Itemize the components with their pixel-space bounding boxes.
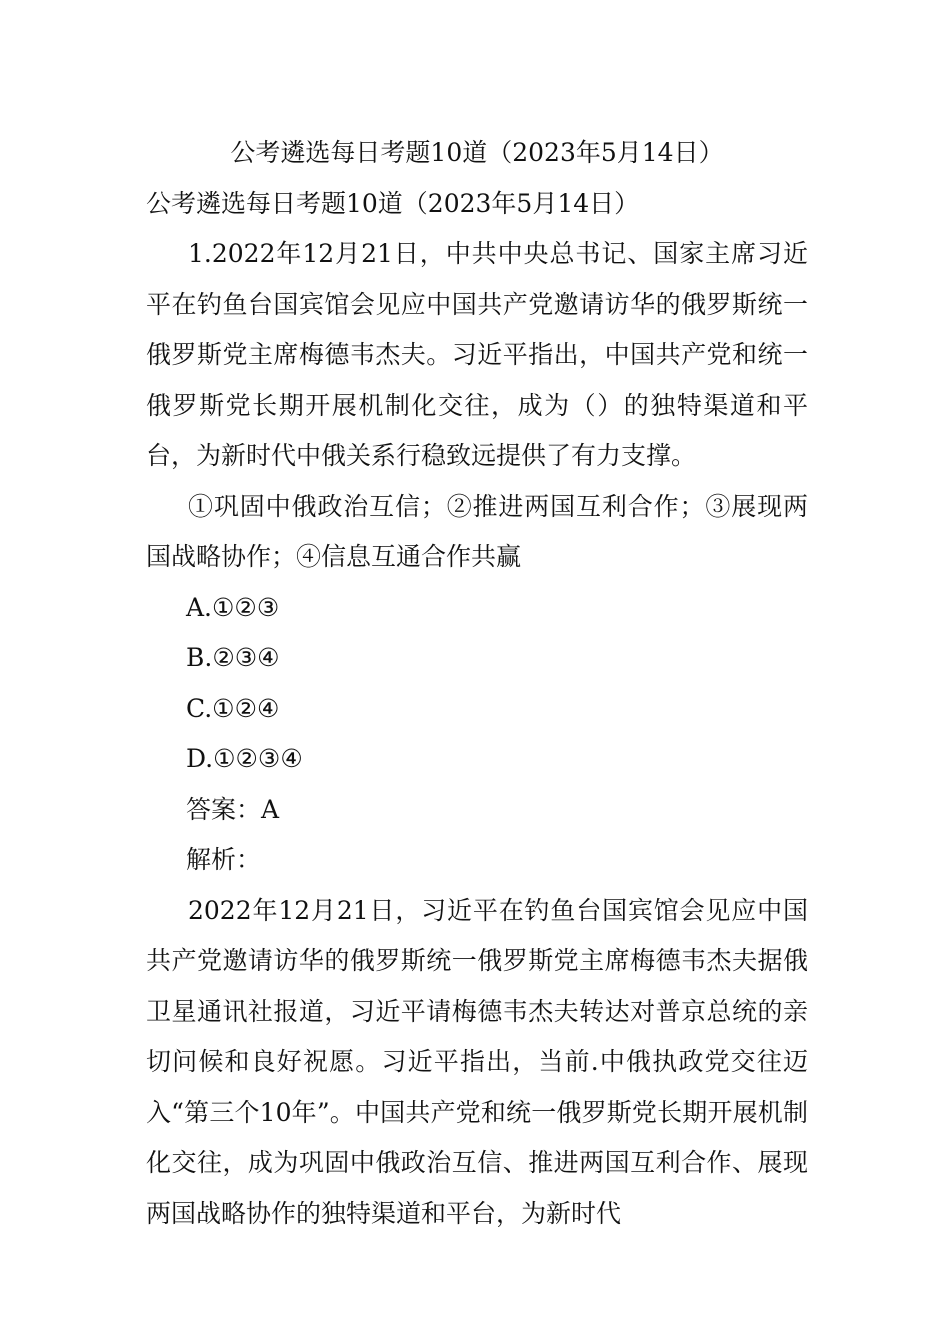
analysis-text: 2022年12月21日，习近平在钓鱼台国宾馆会见应中国共产党邀请访华的俄罗斯统一俄罗斯党主席梅德韦杰夫据俄卫星通讯社报道，习近平请梅德韦杰夫转达对普京总统的亲切问候和良好祝愿。习近平指出，当前.中俄执政党交往迈入“第三个10年”。中国共产党和统一俄罗斯党长期开展机制化交往，成为巩固中俄政治互信、推进两国互利合作、展现两国战略协作的独特渠道和平台，为新时代 (146, 895, 808, 1228)
question-statements: ①巩固中俄政治互信；②推进两国互利合作；③展现两国战略协作；④信息互通合作共赢 (146, 491, 808, 571)
answer-line: 答案：A (186, 794, 280, 824)
document-page (146, 128, 808, 1239)
question-text: 1.2022年12月21日，中共中央总书记、国家主席习近平在钓鱼台国宾馆会见应中国共产党邀请访华的俄罗斯统一俄罗斯党主席梅德韦杰夫。习近平指出，中国共产党和统一俄罗斯党长期开展机制化交往，成为（）的独特渠道和平台，为新时代中俄关系行稳致远提供了有力支撑。 (146, 239, 808, 470)
option-d: D.①②③④ (186, 744, 303, 773)
analysis-label: 解析： (186, 845, 262, 874)
option-a: A.①②③ (186, 592, 280, 622)
option-c: C.①②④ (186, 693, 280, 723)
option-b: B.②③④ (186, 643, 280, 672)
document-title: 公考遴选每日考题10道（2023年5月14日） (230, 138, 724, 167)
document-subtitle: 公考遴选每日考题10道（2023年5月14日） (146, 188, 640, 218)
